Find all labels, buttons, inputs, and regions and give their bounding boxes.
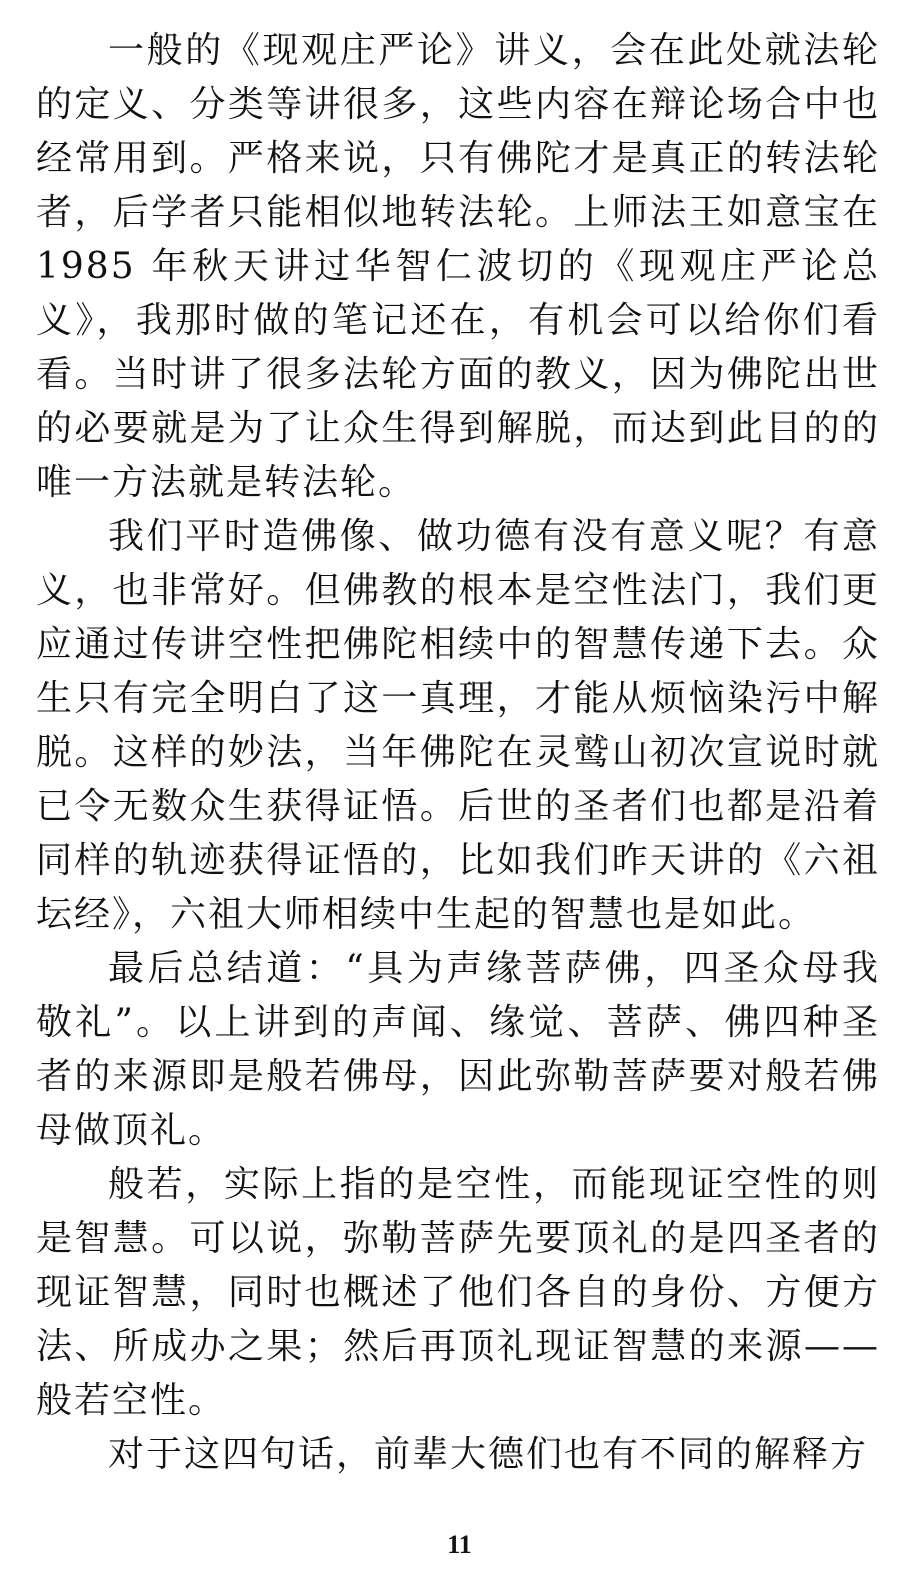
paragraph-1: 一般的《现观庄严论》讲义，会在此处就法轮的定义、分类等讲很多，这些内容在辩论场合中也经常用到。严格来说，只有佛陀才是真正的转法轮者，后学者只能相似地转法轮。上师法王如意宝在 1985 年秋天讲过华智仁波切的《现观庄严论总义》，我那时做的笔记还在，有机会可以给你们看看。当时讲了很多法轮方面的教义，因为佛陀出世的必要就是为了让众生得到解脱，而达到此目的的唯一方法就是转法轮。 [36,30,880,503]
text-body [36,24,880,1482]
page-number: 11 [447,1530,472,1559]
paragraph-3: 最后总结道：“具为声缘菩萨佛，四圣众母我敬礼”。以上讲到的声闻、缘觉、菩萨、佛四种圣者的来源即是般若佛母，因此弥勒菩萨要对般若佛母做顶礼。 [36,948,880,1151]
paragraph-4: 般若，实际上指的是空性，而能现证空性的则是智慧。可以说，弥勒菩萨先要顶礼的是四圣者的现证智慧，同时也概述了他们各自的身份、方便方法、所成办之果；然后再顶礼现证智慧的来源——般若空性。 [36,1164,880,1421]
paragraph-5: 对于这四句话，前辈大德们也有不同的解释方 [108,1434,869,1475]
paragraph-2: 我们平时造佛像、做功德有没有意义呢？有意义，也非常好。但佛教的根本是空性法门，我们更应通过传讲空性把佛陀相续中的智慧传递下去。众生只有完全明白了这一真理，才能从烦恼染污中解脱。这样的妙法，当年佛陀在灵鹫山初次宣说时就已令无数众生获得证悟。后世的圣者们也都是沿着同样的轨迹获得证悟的，比如我们昨天讲的《六祖坛经》，六祖大师相续中生起的智慧也是如此。 [36,516,880,935]
